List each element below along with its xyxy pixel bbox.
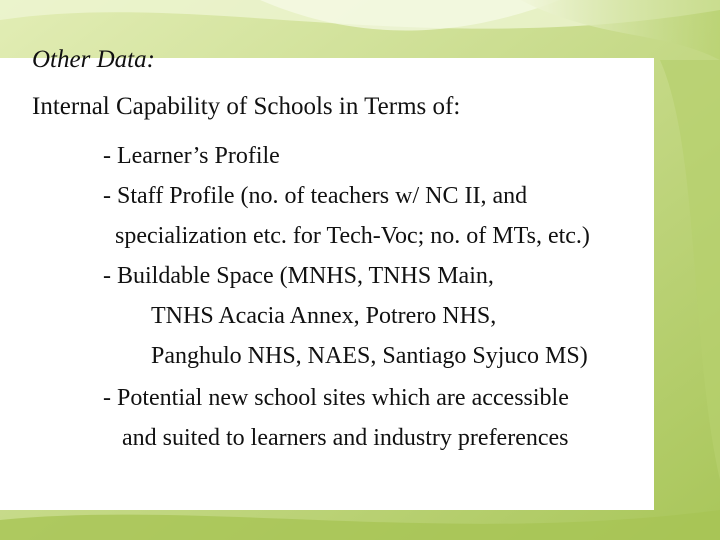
bullet-potential-sites: - Potential new school sites which are accessible bbox=[103, 385, 569, 411]
bullet-buildable-space-cont-2: Panghulo NHS, NAES, Santiago Syjuco MS) bbox=[151, 343, 588, 369]
bullet-staff-profile: - Staff Profile (no. of teachers w/ NC II, and bbox=[103, 183, 528, 209]
bullet-buildable-space: - Buildable Space (MNHS, TNHS Main, bbox=[103, 263, 494, 289]
bullet-learners-profile: - Learner’s Profile bbox=[103, 143, 280, 169]
bullet-potential-sites-cont: and suited to learners and industry preferences bbox=[122, 425, 569, 451]
other-data-title: Other Data: bbox=[32, 46, 155, 73]
bullet-staff-profile-cont: specialization etc. for Tech-Voc; no. of MTs, etc.) bbox=[115, 223, 590, 249]
section-heading: Internal Capability of Schools in Terms of: bbox=[32, 93, 461, 120]
bullet-buildable-space-cont-1: TNHS Acacia Annex, Potrero NHS, bbox=[151, 303, 497, 329]
